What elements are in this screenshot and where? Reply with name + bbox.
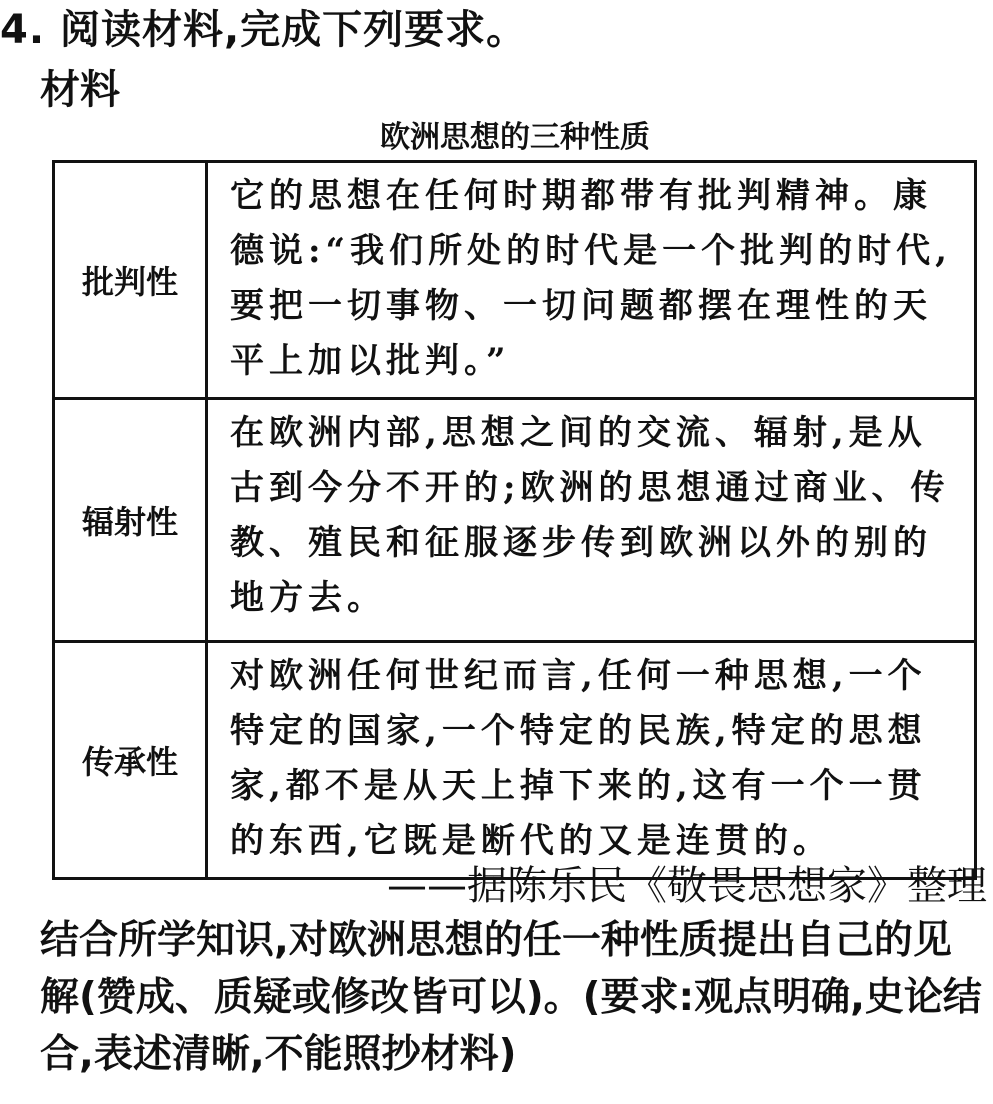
table-row-inheritance bbox=[54, 642, 976, 879]
requirement-text: 结合所学知识,对欧洲思想的任一种性质提出自己的见解(赞成、质疑或修改皆可以)。(要求:观点明确,史论结合,表述清晰,不能照抄材料) bbox=[40, 918, 982, 1077]
table-title: 欧洲思想的三种性质 bbox=[380, 120, 650, 155]
property-name: 批判性 bbox=[54, 162, 207, 399]
material-label: 材料 bbox=[40, 67, 120, 113]
property-description: 它的思想在任何时期都带有批判精神。康德说:“我们所处的时代是一个批判的时代,要把一切事物、一切问题都摆在理性的天平上加以批判。” bbox=[207, 162, 976, 399]
property-description: 在欧洲内部,思想之间的交流、辐射,是从古到今分不开的;欧洲的思想通过商业、传教、殖民和征服逐步传到欧洲以外的别的地方去。 bbox=[207, 399, 976, 642]
properties-table bbox=[52, 160, 977, 880]
question-heading: 4. 阅读材料,完成下列要求。 bbox=[0, 7, 528, 53]
property-description: 对欧洲任何世纪而言,任何一种思想,一个特定的国家,一个特定的民族,特定的思想家,都不是从天上掉下来的,这有一个一贯的东西,它既是断代的又是连贯的。 bbox=[207, 642, 976, 879]
table-row-critical bbox=[54, 162, 976, 399]
property-name: 辐射性 bbox=[54, 399, 207, 642]
source-citation: ——据陈乐民《敬畏思想家》整理 bbox=[387, 863, 987, 909]
property-name: 传承性 bbox=[54, 642, 207, 879]
table-row-radiative bbox=[54, 399, 976, 642]
